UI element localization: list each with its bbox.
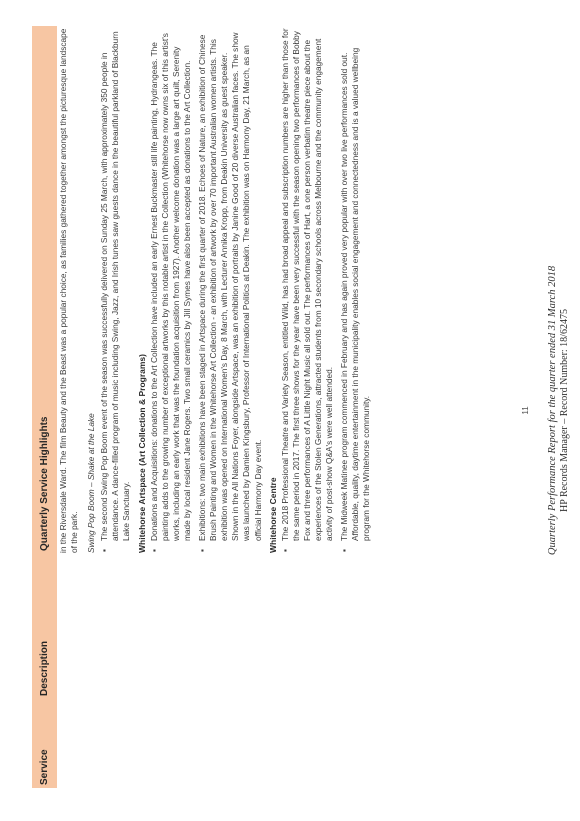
record-number: HP Records Manager – Record Number: 18/62475 [559,309,570,512]
list-item [149,28,193,553]
column-header-description: Description [39,640,50,696]
bullet-icon: ▪ [99,549,110,552]
list-item [280,28,335,553]
bullet-icon: ▪ [339,549,350,552]
bullet-icon: ▪ [197,549,208,552]
bullet-icon: ▪ [279,549,290,552]
intro-paragraph: in the Riversdale Ward. The film Beauty and the Beast was a popular choice, as families gathered together amongst the picturesque landscape of the park. [58,28,80,553]
column-header-highlights: Quarterly Service Highlights [39,416,50,551]
list-item [99,28,132,553]
highlights-cell [58,28,376,553]
exhibitions-text: Exhibitions: two main exhibitions have been staged in Artspace during the first quarter of 2018. Echoes of Nature, an exhibition of Chinese Brush Painting and Women in the Whitehorse Art Collection - an exhibition of artwork by over 70 important Australian women artists. This exhibition was opened on International Women's Day, 8 March, with Lecturer Annika Kropp, from Deakin University as guest speaker. Shown in the All Nations Foyer, alongside Artspace, was an exhibition of portraits by Janine Good of 20 diverse Australian faces. The show was launched by Damien Kingsbury, Professor of International Politics at Deakin. The exhibition was on Harmony Day, 21 March, as an official Harmony Day event. [197,32,263,541]
column-header-service: Service [39,749,50,785]
list-item [197,28,264,553]
page-footer [521,0,570,821]
donations-text: Donations and Acquisitions: donations to the Art Collection have included an early Ernest Buckmaster still life painting, Hydrangeas. The painting adds to the growing number of exceptional artworks by this notable artist in the Collection (Whitehorse now owns six of this artist's works, including an early work that was the foundation acquisition from 1927). Another welcome donation was a large art quilt, Serenity made by local resident Jane Rogers. Two small ceramics by Jill Symes have also been accepted as donations to the Art Collection. [148,33,192,541]
midweek-matinee-text: The Midweek Matinee program commenced in February and has again proved very popular with over two live performances sold out. Affordable, quality, daytime entertainment in the municipality enables social engagement and connectedness and is a valued wellbeing program for the Whitehorse community. [339,47,372,541]
list-item [339,28,372,553]
centre-section-title: Whitehorse Centre [267,477,278,553]
swing-pop-boom-text: The second Swing Pop Boom event of the season was successfully delivered on Sunday 25 March, with approximately 350 people in attendance. A dance-filled program of music including Swing, Jazz, and Irish tunes saw guests dance in the beautiful parkland of Blackburn Lake Sanctuary. [99,31,132,541]
artspace-section-title: Whitehorse Artspace (Art Collection & Programs) [136,354,147,553]
page-number: 11 [521,406,530,415]
bullet-icon: ▪ [148,549,159,552]
report-title: Quarterly Performance Report for the quarter ended 31 March 2018 [547,265,558,556]
swing-pop-boom-subheading: Swing Pop Boom – Shake at the Lake [86,413,97,553]
theatre-season-text: The 2018 Professional Theatre and Variety Season, entitled Wild, has had broad appeal and subscription numbers are higher than those for the same period in 2017. The first three shows for the year have been very successful with the season opening two performances of Bobby Fox and three performances of A Little Night Music all sold out. The performances of Hart, a one person verbatim theatre piece about the experiences of the Stolen Generations, attracted students from 10 secondary schools across Melbourne and the community engagement activity of post-show Q&A's were well attended. [279,28,335,541]
